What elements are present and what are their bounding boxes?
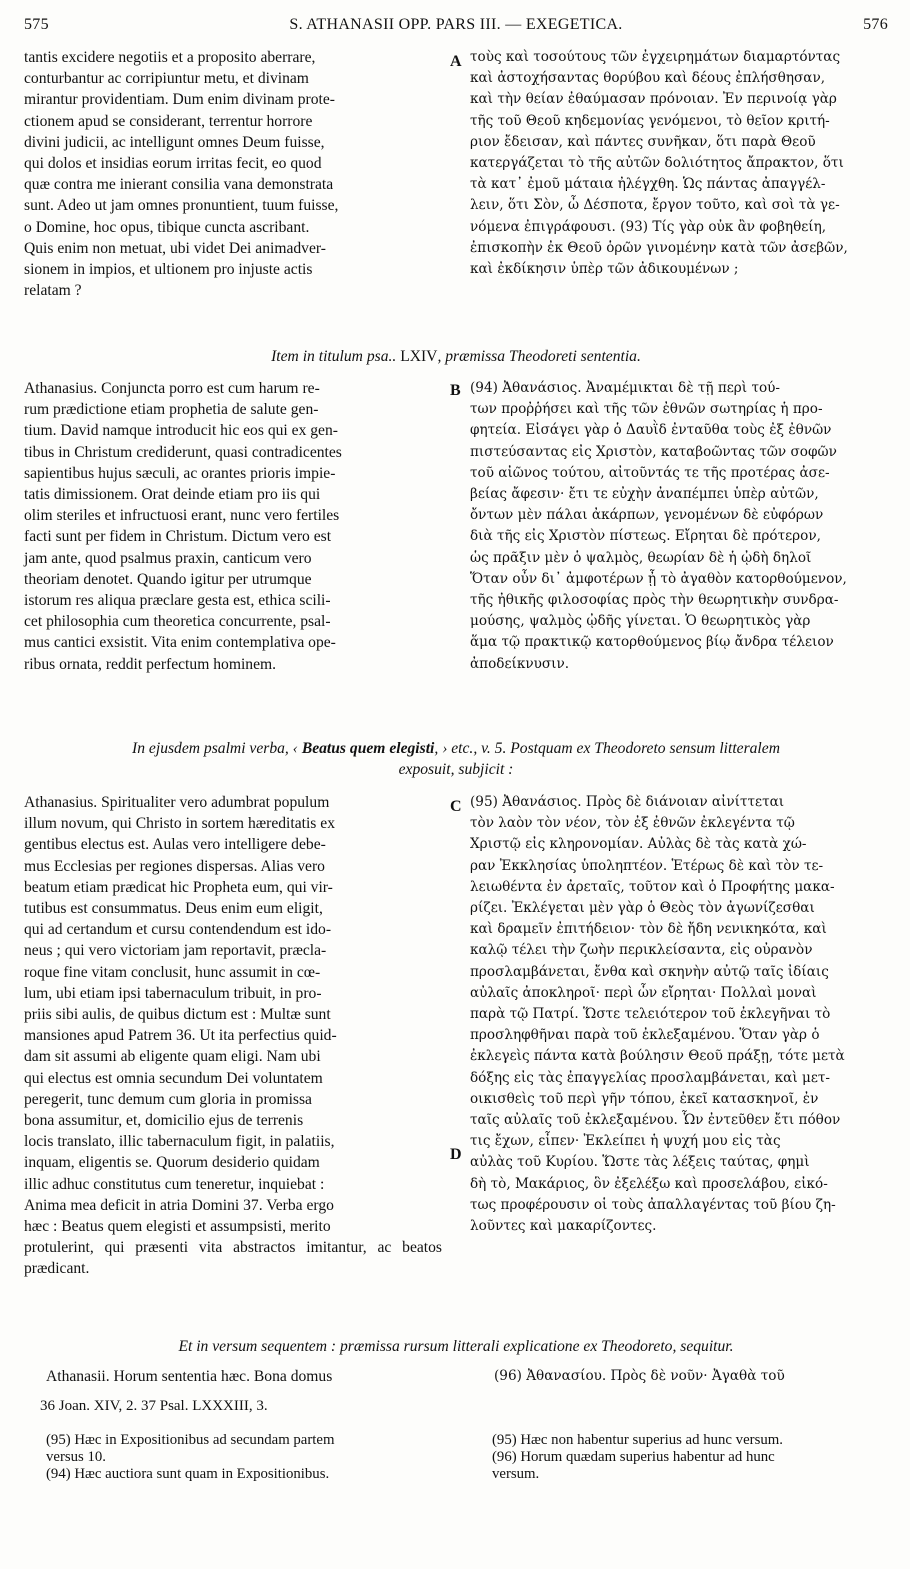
heading-text: , › etc., v. 5. Postquam ex Theodoreto sensum litteralem — [434, 740, 780, 757]
footnotes-left: (95) Hæc in Expositionibus ad secundam partem versus 10. (94) Hæc auctiora sunt quam in Expositionibus. — [46, 1432, 335, 1482]
running-title: S. ATHANASII OPP. PARS III. — EXEGETICA. — [289, 16, 623, 33]
greek-column: (95) Ἀθανάσιος. Πρὸς δὲ διάνοιαν αἰνίττεται τὸν λαὸν τὸν νέον, τὸν ἐξ ἐθνῶν ἐκλεγέντα τῷ Χριστῷ εἰς κληρονομίαν. Αὐλὰς δὲ τὰς κατὰ χώ- ραν Ἐκκλησίας ὑποληπτέον. Ἑτέρως δὲ καὶ τὸν τε- λειωθέντα ἐν ἀρεταῖς, τοῦτον καὶ ὁ Προφήτης μακα- ρίζει. Ἐκλέγεται μὲν γὰρ ὁ Θεὸς τὸν ἀγωνίζεσθαι καὶ δραμεῖν ἐπιτήδειον· τὸν δὲ ἤδη νενικηκότα, καὶ καλῷ τέλει τὴν ζωὴν περικλείσαντα, εἰς οὐρανὸν προσλαμβάνεται, ἔνθα καὶ σκηνὴν αὐτῷ ταῖς ἰδίαις αὐλαῖς ἀποκληροῖ· περὶ ὧν εἴρηται· Πολλαὶ μοναὶ παρὰ τῷ Πατρί. Ὥστε τελειότερον τοῦ ἐκλεγῆναι τὸ προσληφθῆναι παρὰ τοῦ ἐκλεξαμένου. Ὅταν γὰρ ὁ ἐκλεγεὶς πάντα κατὰ βούλησιν Θεοῦ πράξῃ, τότε μετὰ δόξης εἰς τὰς ἐπαγγελίας προσλαμβάνεται, καὶ μετ- οικισθεὶς τοῦ περὶ γῆν τόπου, ἐκεῖ κατασκηνοῖ, ἐν ταῖς αὐλαῖς τοῦ ἐκλεξαμένου. Ὧν ἐντεῦθεν ἔτι πόθον τις ἔχων, εἶπεν· Ἐκλείπει ἡ ψυχή μου εἰς τὰς αὐλὰς τοῦ Κυρίου. Ὥστε τὰς λέξεις ταύτας, φημὶ δὴ τὸ, Μακάριος, ὃν ἐξελέξω καὶ προσελάβου, εἰκό- τως προφέρουσιν οἱ τοὺς ἀπαλλαγέντας τοῦ βίου ζη- λοῦντες καὶ μακαρίζοντες. — [470, 794, 845, 1235]
margin-marker-d: D — [450, 1146, 462, 1163]
text-block-4 — [0, 1366, 910, 1390]
heading-text: , præmissa Theodoreti sententia. — [437, 348, 641, 365]
text-block-3 — [0, 792, 910, 1312]
footnotes-right: (95) Hæc non habentur superius ad hunc versum. (96) Horum quædam superius habentur ad hunc versum. — [492, 1432, 783, 1482]
page-number-right: 576 — [863, 16, 888, 33]
page-number-left: 575 — [24, 16, 49, 33]
margin-marker-b: B — [450, 382, 461, 399]
scripture-references: 36 Joan. XIV, 2. 37 Psal. LXXXIII, 3. — [40, 1398, 268, 1414]
running-header — [24, 16, 888, 42]
section-heading-1 — [24, 346, 888, 367]
heading-roman-numeral: LXIV — [400, 348, 438, 365]
heading-text: Item in titulum psa.. — [271, 348, 401, 365]
heading-line-1 — [24, 738, 888, 759]
latin-column: Athanasius. Spiritualiter vero adumbrat populum illum novum, qui Christo in sortem hæreditatis ex gentibus electus est. Aulas vero intelligere debe- mus Ecclesias per regiones dispersas. Alias vero beatum etiam prædicat hic Propheta eum, qui vir- tutibus est consummatus. Deus enim eum eligit, qui ad certandum et cursu contendendum est ido- neus ; qui vero victoriam jam reportavit, præcla- roque fine vitam conclusit, hunc assumit in cœ- lum, ubi etiam ipsi tabernaculum tribuit, in pro- priis sibi aulis, de quibus dictum est : Multæ sunt mansiones apud Patrem 36. Ut ita perfectius quid- dam sit assumi ab eligente quam eligi. Nam ubi qui electus est omnia secundum Dei voluntatem peregerit, tunc demum cum gloria in promissa bona assumitur, et, domicilio ejus de terrenis locis translato, illic tabernaculum figit, in palatiis, inquam, eligentis se. Quorum desiderio quidam illic adhuc constitutus cum teneretur, inquiebat : Anima mea deficit in atria Domini 37. Verba ergo hæc : Beatus quem elegisti et assumpsisti, merito protulerint, qui præsenti vita abstractos imitantur, ac beatos prædicant. — [24, 794, 442, 1278]
heading-quote: Beatus quem elegisti — [301, 740, 435, 757]
greek-column: (96) Ἀθανασίου. Πρὸς δὲ νοῦν· Ἀγαθὰ τοῦ — [494, 1368, 785, 1384]
latin-column: Athanasius. Conjuncta porro est cum harum re- rum prædictione etiam prophetia de salute gen- tium. David namque introducit hic eos qui ex gen- tibus in Christum crediderunt, quasi contradicentes sapientibus hujus sæculi, ac orantes prioris impie- tatis dimissionem. Orat deinde etiam pro iis qui olim steriles et infructuosi erant, nunc vero fertiles facti sunt per fidem in Christum. Dictum vero est jam ante, quod psalmus praxin, canticum vero theoriam denotet. Quando igitur per utrumque istorum res aliqua præclare gesta est, ethica scili- cet philosophia cum theoretica concurrente, psal- mus cantici exsistit. Vita enim contemplativa ope- ribus ornata, reddit perfectum hominem. — [24, 380, 342, 673]
greek-column: τοὺς καὶ τοσούτους τῶν ἐγχειρημάτων διαμαρτόντας καὶ ἀστοχήσαντας θορύβου καὶ δέους ἐπλήσθησαν, καὶ τὴν θείαν ἐθαύμασαν πρόνοιαν. Ἐν περινοίᾳ γὰρ τῆς τοῦ Θεοῦ κηδεμονίας γενόμενοι, τὸ θεῖον κριτή- ριον ἔδεισαν, καὶ πάντες συνῆκαν, ὅτι παρὰ Θεοῦ κατεργάζεται τὸ τῆς αὐτῶν δολιότητος ἄπρακτον, ὅτι τὰ κατ᾽ ἐμοῦ μάταια ἠλέγχθη. Ὡς πάντας ἀπαγγέλ- λειν, ὅτι Σὸν, ὦ Δέσποτα, ἔργον τοῦτο, καὶ σοὶ τὰ γε- νόμενα ἐπιγράφουσι. (93) Τίς γὰρ οὐκ ἂν φοβηθείη, ἐπισκοπὴν ἐκ Θεοῦ ὁρῶν γινομένην κατὰ τῶν ἀσεβῶν, καὶ ἐκδίκησιν ὑπὲρ τῶν ἀδικουμένων ; — [470, 49, 848, 278]
section-heading-2 — [24, 738, 888, 780]
heading-line-2: exposuit, subjicit : — [398, 761, 514, 778]
greek-column: (94) Ἀθανάσιος. Ἀναμέμικται δὲ τῇ περὶ τού- των προῤῥήσει καὶ τῆς τῶν ἐθνῶν σωτηρίας ἡ προ- φητεία. Εἰσάγει γὰρ ὁ Δαυῒδ ἐνταῦθα τοὺς ἐξ ἐθνῶν πιστεύσαντας εἰς Χριστὸν, καταβοῶντας τῶν σοφῶν τοῦ αἰῶνος τούτου, αἰτοῦντάς τε τῆς προτέρας ἀσε- βείας ἄφεσιν· ἔτι τε εὐχὴν ἀναπέμπει ὑπὲρ αὐτῶν, ὄντων μὲν πάλαι ἀκάρπων, γενομένων δὲ εὐφόρων διὰ τῆς εἰς Χριστὸν πίστεως. Εἴρηται δὲ πρότερον, ὡς πρᾶξιν μὲν ὁ ψαλμὸς, θεωρίαν δὲ ἡ ᾠδὴ δηλοῖ Ὅταν οὖν δι᾽ ἀμφοτέρων ᾖ τὸ ἀγαθὸν κατορθούμενον, τῆς ἠθικῆς φιλοσοφίας πρὸς τὴν θεωρητικὴν συνδρα- μούσης, ψαλμὸς ᾠδῆς γίνεται. Ὁ θεωρητικὸς γὰρ ἅμα τῷ πρακτικῷ κατορθούμενος βίῳ ἄνδρα τέλειον ἀποδείκνυσιν. — [470, 380, 847, 672]
text-block-2 — [0, 378, 910, 718]
margin-marker-c: C — [450, 798, 462, 815]
margin-marker-a: A — [450, 53, 462, 70]
latin-column: Athanasii. Horum sententia hæc. Bona domus — [46, 1368, 333, 1385]
section-heading-3: Et in versum sequentem : præmissa rursum litterali explicatione ex Theodoreto, sequitur. — [178, 1338, 734, 1355]
latin-column: tantis excidere negotiis et a proposito aberrare, conturbantur ac corripiuntur metu, et divinam mirantur providentiam. Dum enim divinam prote- ctionem apud se considerant, terrentur horrore divini judicii, ac intelligunt omnes Deum fuisse, qui dolos et insidias eorum irritas fecit, eo quod quæ contra me inierant consilia vana demonstrata sunt. Adeo ut jam omnes pronuntient, tuum fuisse, o Domine, hoc opus, tibique cuncta ascribant. Quis enim non metuat, ubi videt Dei animadver- sionem in impios, et ultionem pro injuste actis relatam ? — [24, 49, 339, 300]
text-block-1 — [0, 47, 910, 337]
heading-text: In ejusdem psalmi verba, ‹ — [132, 740, 302, 757]
